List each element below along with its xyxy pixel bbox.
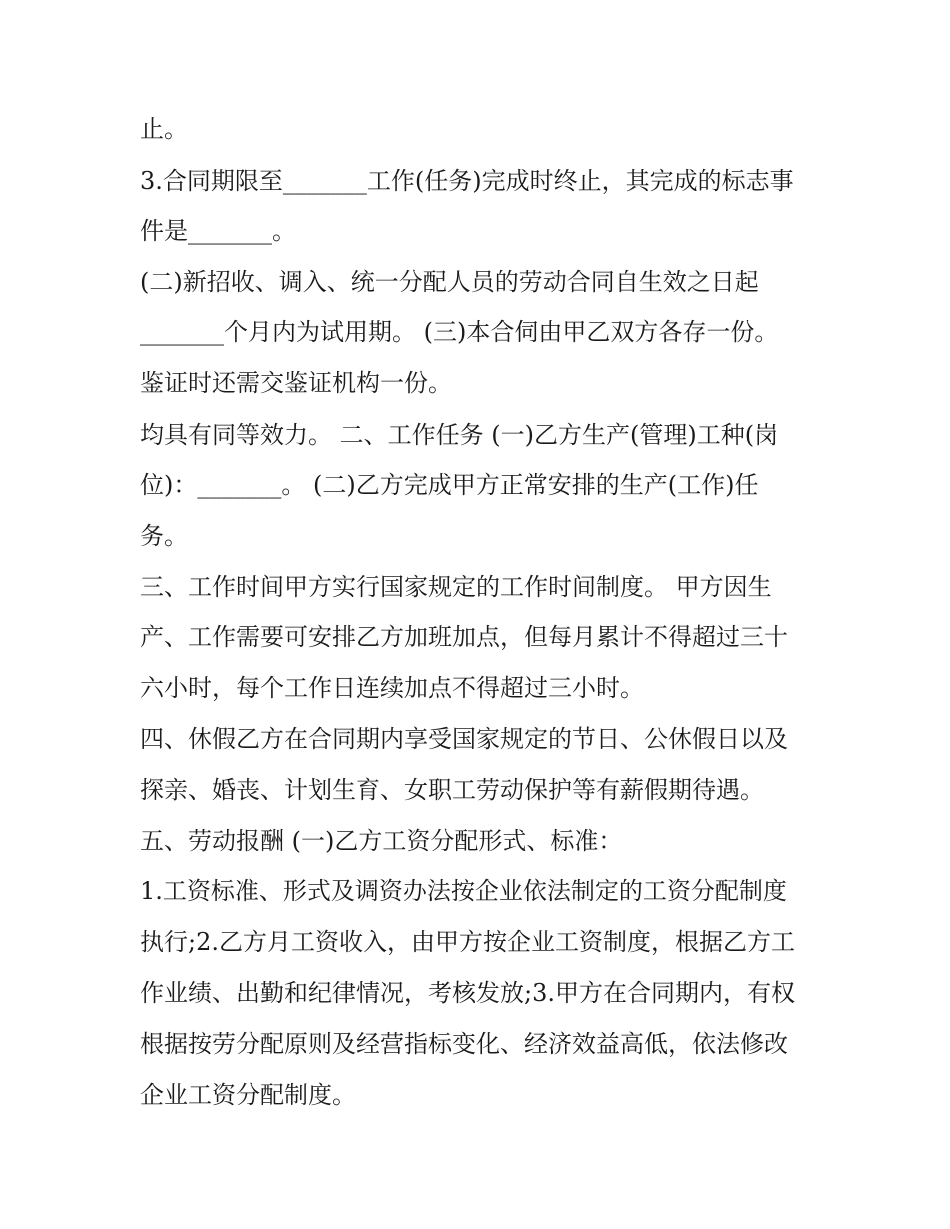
text-line: 四、休假乙方在合同期内享受国家规定的节日、公休假日以及	[140, 725, 788, 753]
text-line: 鉴证时还需交鉴证机构一份。	[140, 369, 452, 397]
text-line: 探亲、婚丧、计划生育、女职工劳动保护等有薪假期待遇。	[140, 776, 764, 804]
text-line: 执行;2.乙方月工资收入，由甲方按企业工资制度，根据乙方工	[140, 928, 795, 956]
text-line: 三、工作时间甲方实行国家规定的工作时间制度。 甲方因生	[140, 573, 772, 601]
text-line: 企业工资分配制度。	[140, 1081, 356, 1109]
text-line: 3.合同期限至_______工作(任务)完成时终止，其完成的标志事	[140, 167, 794, 195]
text-line: 作业绩、出勤和纪律情况，考核发放;3.甲方在合同期内，有权	[140, 979, 795, 1007]
text-line: _______个月内为试用期。 (三)本合伺由甲乙双方各存一份。	[140, 318, 779, 346]
text-line: 务。	[140, 522, 188, 550]
text-line: 根据按劳分配原则及经营指标变化、经济效益高低，依法修改	[140, 1030, 788, 1058]
text-line: 产、工作需要可安排乙方加班加点，但每月累计不得超过三十	[140, 623, 788, 651]
text-line: (二)新招收、调入、统一分配人员的劳动合同自生效之日起	[140, 268, 759, 296]
text-line: 1.工资标准、形式及调资办法按企业依法制定的工资分配制度	[140, 877, 787, 905]
text-line: 五、劳动报酬 (一)乙方工资分配形式、标准：	[140, 827, 623, 855]
text-line: 件是_______。	[140, 217, 296, 245]
text-line: 均具有同等效力。 二、工作任务 (一)乙方生产(管理)工种(岗	[140, 421, 779, 449]
text-line: 六小时，每个工作日连续加点不得超过三小时。	[140, 674, 644, 702]
text-line: 止。	[140, 115, 188, 143]
text-line: 位)：_______。 (二)乙方完成甲方正常安排的生产(工作)任	[140, 471, 759, 499]
